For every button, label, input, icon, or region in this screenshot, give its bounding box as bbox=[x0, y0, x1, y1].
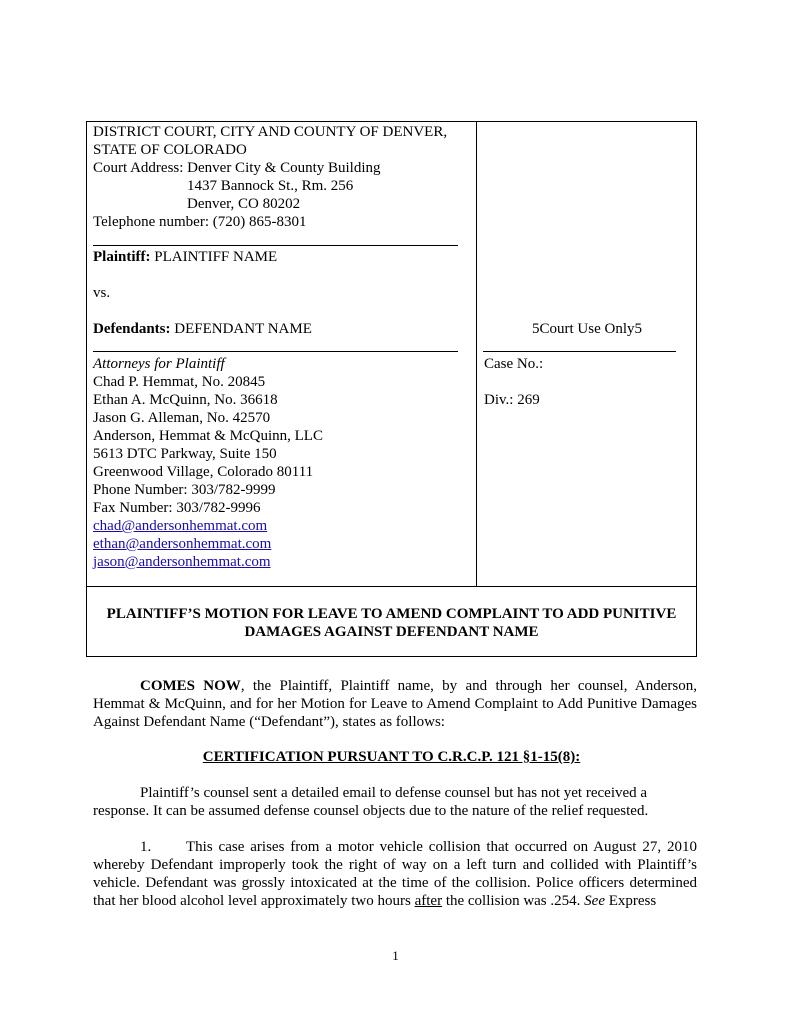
fax-number: Fax Number: 303/782-9996 bbox=[93, 500, 261, 516]
paragraph-1-text-c: Express bbox=[604, 893, 657, 909]
paragraph-1-text-b: the collision was .254. bbox=[442, 893, 585, 909]
certification-heading: CERTIFICATION PURSUANT TO C.R.C.P. 121 §1-15(8): bbox=[202, 749, 581, 765]
versus-text: vs. bbox=[93, 285, 111, 301]
court-address: Court Address: Denver City & County Building bbox=[93, 160, 381, 176]
plaintiff-label: Plaintiff: bbox=[93, 249, 151, 265]
phone-number: Phone Number: 303/782-9999 bbox=[93, 482, 276, 498]
firm-city: Greenwood Village, Colorado 80111 bbox=[93, 464, 314, 480]
emphasis-after: after bbox=[414, 893, 443, 909]
court-use-only-label: 5Court Use Only5 bbox=[532, 321, 642, 337]
defendants-line bbox=[93, 320, 312, 338]
email-link-jason[interactable]: jason@andersonhemmat.com bbox=[93, 554, 271, 570]
paragraph-1-text-a: This case arises from a motor vehicle collision that occurred on August 27, 2010 whereby Defendant improperly took the right of way on a left turn and collided with Plaintiff’s vehicle. Defendant was grossly intoxicated at the time of the collision. Police officers determined that her blood alcohol level approximately two hours bbox=[93, 839, 697, 909]
intro-text: , the Plaintiff, Plaintiff name, by and through her counsel, Anderson, Hemmat & McQuinn, and for her Motion for Leave to Amend Complaint to Add Punitive Damages Against Defendant Name (“Defendant”), states as follows: bbox=[93, 678, 697, 730]
paragraph-1 bbox=[93, 838, 697, 910]
court-telephone: Telephone number: (720) 865-8301 bbox=[93, 214, 307, 230]
email-link-ethan[interactable]: ethan@andersonhemmat.com bbox=[93, 536, 272, 552]
firm-name: Anderson, Hemmat & McQuinn, LLC bbox=[93, 428, 323, 444]
attorney-line: Chad P. Hemmat, No. 20845 bbox=[93, 374, 266, 390]
plaintiff-line bbox=[93, 248, 277, 266]
divider bbox=[483, 351, 676, 352]
court-name-line1: DISTRICT COURT, CITY AND COUNTY OF DENVER, bbox=[93, 124, 448, 140]
motion-title-line1: PLAINTIFF’S MOTION FOR LEAVE TO AMEND COMPLAINT TO ADD PUNITIVE bbox=[106, 606, 677, 622]
page-number: 1 bbox=[392, 948, 399, 963]
divider bbox=[93, 245, 458, 246]
defendants-label: Defendants: bbox=[93, 321, 171, 337]
attorneys-heading: Attorneys for Plaintiff bbox=[93, 356, 225, 372]
attorney-line: Jason G. Alleman, No. 42570 bbox=[93, 410, 271, 426]
see-signal: See bbox=[584, 893, 605, 909]
defendants-name: DEFENDANT NAME bbox=[170, 321, 312, 337]
divider bbox=[93, 351, 458, 352]
plaintiff-name: PLAINTIFF NAME bbox=[150, 249, 278, 265]
comes-now-lead: COMES NOW bbox=[140, 678, 241, 694]
certification-line2: response. It can be assumed defense counsel objects due to the nature of the relief requested. bbox=[93, 803, 649, 819]
intro-paragraph bbox=[93, 677, 697, 731]
court-address-city: Denver, CO 80202 bbox=[187, 196, 301, 212]
paragraph-number: 1. bbox=[140, 839, 152, 855]
motion-title-line2: DAMAGES AGAINST DEFENDANT NAME bbox=[244, 624, 539, 640]
certification-line1: Plaintiff’s counsel sent a detailed email to defense counsel but has not yet received a bbox=[140, 785, 648, 801]
caption-left-cell bbox=[87, 122, 477, 586]
caption-right-cell bbox=[477, 122, 697, 586]
motion-title-cell bbox=[87, 586, 696, 656]
attorney-line: Ethan A. McQuinn, No. 36618 bbox=[93, 392, 278, 408]
firm-street: 5613 DTC Parkway, Suite 150 bbox=[93, 446, 277, 462]
division-label: Div.: 269 bbox=[484, 392, 540, 408]
court-name-line2: STATE OF COLORADO bbox=[93, 142, 247, 158]
case-caption-box bbox=[86, 121, 697, 657]
case-number-label: Case No.: bbox=[484, 356, 544, 372]
email-link-chad[interactable]: chad@andersonhemmat.com bbox=[93, 518, 268, 534]
court-address-street: 1437 Bannock St., Rm. 256 bbox=[187, 178, 354, 194]
